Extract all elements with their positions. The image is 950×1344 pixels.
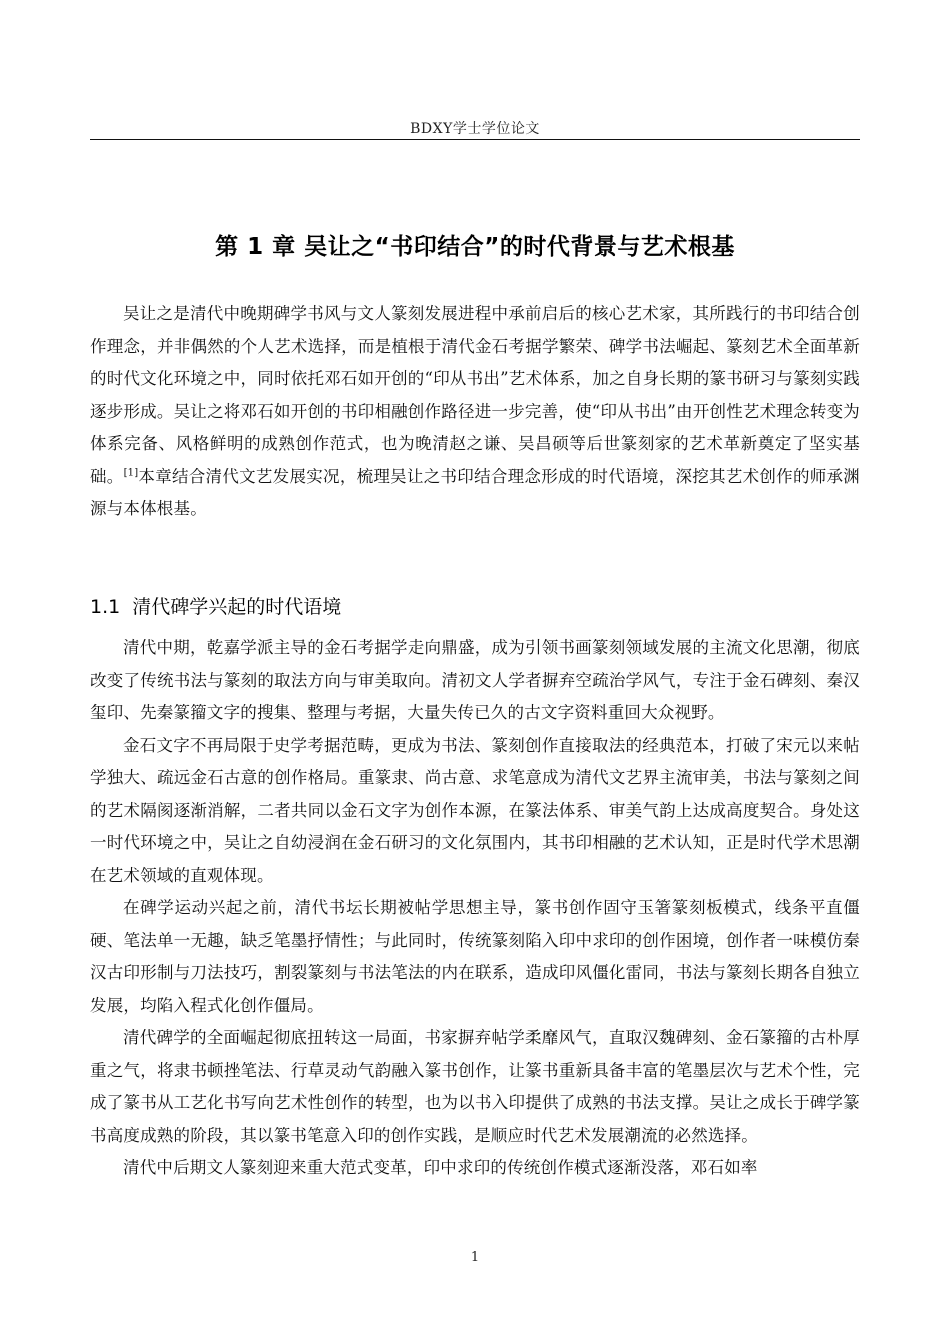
header-rule [90, 139, 860, 140]
section-body [90, 632, 860, 1185]
section-number: 1.1 [90, 596, 121, 618]
chapter-title: 第 1 章 吴让之“书印结合”的时代背景与艺术根基 [215, 234, 735, 260]
section-title: 清代碑学兴起的时代语境 [132, 596, 342, 618]
chapter-intro [90, 298, 860, 526]
body-paragraph: 金石文字不再局限于史学考据范畴，更成为书法、篆刻创作直接取法的经典范本，打破了宋元以来帖学独大、疏远金石古意的创作格局。重篆隶、尚古意、求笔意成为清代文艺界主流审美，书法与篆刻之间的艺术隔阂逐渐消解，二者共同以金石文字为创作本源，在篆法体系、审美气韵上达成高度契合。身处这一时代环境之中，吴让之自幼浸润在金石研习的文化氛围内，其书印相融的艺术认知，正是时代学术思潮在艺术领域的直观体现。 [90, 735, 860, 885]
body-paragraph: 清代碑学的全面崛起彻底扭转这一局面，书家摒弃帖学柔靡风气，直取汉魏碑刻、金石篆籀的古朴厚重之气，将隶书顿挫笔法、行草灵动气韵融入篆书创作，让篆书重新具备丰富的笔墨层次与艺术个性，完成了篆书从工艺化书写向艺术性创作的转型，也为以书入印提供了成熟的书法支撑。吴让之成长于碑学篆书高度成熟的阶段，其以篆书笔意入印的创作实践，是顺应时代艺术发展潮流的必然选择。 [90, 1028, 860, 1145]
section-heading [90, 592, 860, 619]
body-paragraph: 在碑学运动兴起之前，清代书坛长期被帖学思想主导，篆书创作固守玉箸篆刻板模式，线条平直僵硬、笔法单一无趣，缺乏笔墨抒情性；与此同时，传统篆刻陷入印中求印的创作困境，创作者一味模仿秦汉古印形制与刀法技巧，割裂篆刻与书法笔法的内在联系，造成印风僵化雷同，书法与篆刻长期各自独立发展，均陷入程式化创作僵局。 [90, 898, 860, 1015]
body-paragraph: 清代中后期文人篆刻迎来重大范式变革，印中求印的传统创作模式逐渐没落，邓石如率 [123, 1158, 758, 1177]
intro-text: 吴让之是清代中晚期碑学书风与文人篆刻发展进程中承前启后的核心艺术家，其所践行的书印结合创作理念，并非偶然的个人艺术选择，而是植根于清代金石考据学繁荣、碑学书法崛起、篆刻艺术全面革新的时代文化环境之中，同时依托邓石如开创的“印从书出”艺术体系，加之自身长期的篆书研习与篆刻实践逐步形成。吴让之将邓石如开创的书印相融创作路径进一步完善，使“印从书出”由开创性艺术理念转变为体系完备、风格鲜明的成熟创作范式，也为晚清赵之谦、吴昌硕等后世篆刻家的艺术革新奠定了坚实基础。 [90, 304, 860, 486]
intro-text-continued: 本章结合清代文艺发展实况，梳理吴让之书印结合理念形成的时代语境，深挖其艺术创作的师承渊源与本体根基。 [90, 466, 860, 518]
body-paragraph: 清代中期，乾嘉学派主导的金石考据学走向鼎盛，成为引领书画篆刻领域发展的主流文化思潮，彻底改变了传统书法与篆刻的取法方向与审美取向。清初文人学者摒弃空疏治学风气，专注于金石碑刻、秦汉玺印、先秦篆籀文字的搜集、整理与考据，大量失传已久的古文字资料重回大众视野。 [90, 638, 860, 722]
intro-paragraph [90, 298, 860, 526]
page-number: 1 [470, 1250, 480, 1265]
running-header: BDXY学士学位论文 [410, 121, 540, 137]
citation-marker: [1] [123, 467, 139, 478]
